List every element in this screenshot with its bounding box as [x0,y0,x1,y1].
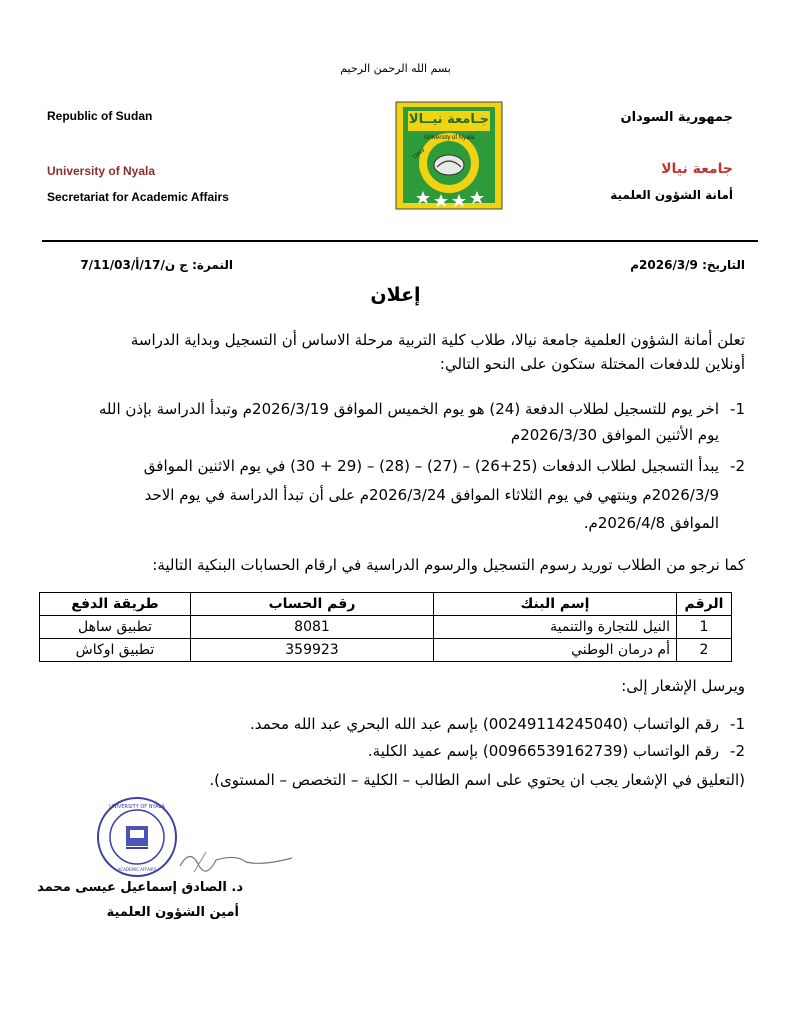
item-2-line-2: 2026/3/9م وينتهي في يوم الثلاثاء الموافق 2026/3/24م على أن تبدأ الدراسة في يوم الاحد [144,486,719,504]
logo-text-en: University of Nyala [423,135,474,141]
ref-label: النمرة: [192,258,233,272]
table-row [40,639,732,662]
date-value: 2026/3/9م [630,258,698,272]
bank-name: النيل للتجارة والتنمية [434,616,677,639]
header-divider [42,240,758,242]
col-header-payment: طريقة الدفع [40,593,191,616]
intro-line-1: تعلن أمانة الشؤون العلمية جامعة نيالا، طلاب كلية التربية مرحلة الاساس أن التسجيل وبداية الدراسة [130,331,745,349]
bank-accounts-table [39,592,732,662]
ar-country: جمهورية السودان [620,110,733,125]
svg-text:UNIVERSITY OF NYALA: UNIVERSITY OF NYALA [109,804,165,810]
table-row [40,616,732,639]
notify-intro: ويرسل الإشعار إلى: [621,677,745,695]
item-1-line-1: اخر يوم للتسجيل لطلاب الدفعة (24) هو يوم الخميس الموافق 2026/3/19م وتبدأ الدراسة بإذن الله [98,400,719,418]
ref-line [80,258,233,272]
bank-name: أم درمان الوطني [434,639,677,662]
notify-2-number: 2- [730,742,745,760]
row-number: 2 [677,639,732,662]
logo-text-ar: جـامعة نيــالا [408,112,490,127]
ar-secretariat: أمانة الشؤون العلمية [610,188,733,202]
item-1-number: 1- [730,400,745,418]
intro-line-2: أونلاين للدفعات المختلة ستكون على النحو التالي: [439,355,745,373]
notify-2-text: رقم الواتساب (00966539162739) بإسم عميد الكلية. [367,742,719,760]
en-secretariat: Secretariat for Academic Affairs [47,190,229,204]
col-header-account: رقم الحساب [191,593,434,616]
en-university: University of Nyala [47,164,156,178]
svg-text:ACADEMIC AFFAIRS: ACADEMIC AFFAIRS [117,867,157,872]
ref-value: ج ن/17/أ/7/11/03 [80,258,188,272]
university-logo [393,99,505,212]
payment-method: تطبيق ساهل [40,616,191,639]
item-2-number: 2- [730,457,745,475]
table-header-row [40,593,732,616]
account-number: 8081 [191,616,434,639]
ar-university: جامعة نيالا [661,161,733,177]
item-2-line-3: الموافق 2026/4/8م. [583,514,719,532]
date-line [630,258,745,272]
account-number: 359923 [191,639,434,662]
payment-method: تطبيق اوكاش [40,639,191,662]
handwritten-signature [176,842,296,878]
en-country: Republic of Sudan [47,109,153,123]
signatory-role: أمين الشؤون العلمية [106,905,239,920]
row-number: 1 [677,616,732,639]
notify-1-number: 1- [730,715,745,733]
basmala: بسم الله الرحمن الرحيم [340,62,451,75]
official-stamp [96,796,178,878]
item-2-line-1: يبدأ التسجيل لطلاب الدفعات (25+26) – (27) – (28) – (29 + 30) في يوم الاثنين الموافق [143,457,719,475]
notify-1-text: رقم الواتساب (00249114245040) بإسم عبد الله البحري عبد الله محمد. [249,715,719,733]
announcement-title: إعلان [370,284,421,306]
col-header-bank: إسم البنك [434,593,677,616]
bank-intro: كما نرجو من الطلاب توريد رسوم التسجيل والرسوم الدراسية في ارقام الحسابات البنكية التالية: [152,556,745,574]
item-1-line-2: يوم الأثنين الموافق 2026/3/30م [510,426,719,444]
note: (التعليق في الإشعار يجب ان يحتوي على اسم الطالب – الكلية – التخصص – المستوى). [209,771,745,789]
date-label: التاريخ: [702,258,745,272]
svg-text:Univ: Univ [411,146,427,161]
col-header-number: الرقم [677,593,732,616]
signatory-name: د. الصادق إسماعيل عيسى محمد [37,880,243,895]
